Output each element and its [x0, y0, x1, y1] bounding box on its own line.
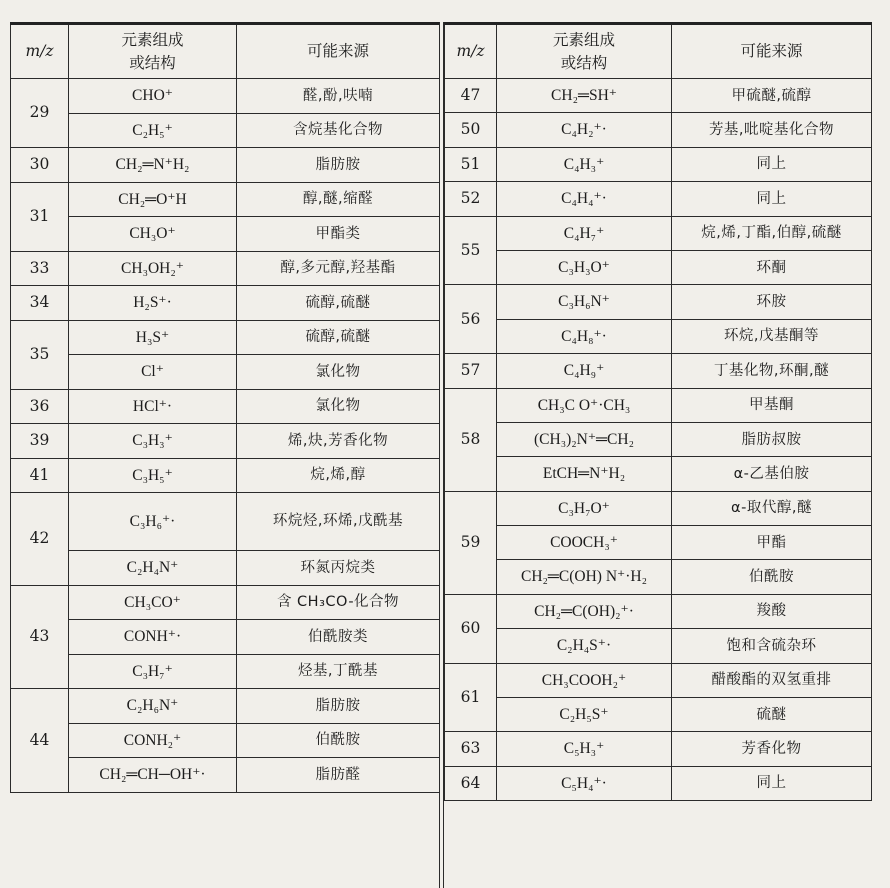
- possible-source: 脂肪胺: [237, 148, 440, 183]
- possible-source: 烃基,丁酰基: [237, 654, 440, 689]
- table-row: [445, 629, 872, 663]
- table-row: [445, 182, 872, 216]
- possible-source: 同上: [672, 766, 872, 800]
- mz-value: 30: [11, 148, 69, 183]
- possible-source: 环氮丙烷类: [237, 551, 440, 586]
- table-row: [11, 286, 440, 321]
- table-row: [11, 551, 440, 586]
- mz-value: 57: [445, 354, 497, 388]
- ion-formula: C₃H₆⁺·: [69, 493, 237, 551]
- possible-source: 醇,多元醇,羟基酯: [237, 251, 440, 286]
- possible-source: 醋酸酯的双氢重排: [672, 663, 872, 697]
- ion-formula: CH₂═CH─OH⁺·: [69, 758, 237, 793]
- table-row: [11, 585, 440, 620]
- ion-formula: CH₂═N⁺H₂: [69, 148, 237, 183]
- ion-formula: C₃H₇⁺: [69, 654, 237, 689]
- ion-formula: H₂S⁺·: [69, 286, 237, 321]
- table-row: [11, 758, 440, 793]
- ion-formula: COOCH₃⁺: [497, 526, 672, 560]
- possible-source: 含 CH₃CO-化合物: [237, 585, 440, 620]
- mz-value: 33: [11, 251, 69, 286]
- table-row: [11, 320, 440, 355]
- mz-value: 35: [11, 320, 69, 389]
- mz-value: 34: [11, 286, 69, 321]
- possible-source: 脂肪叔胺: [672, 422, 872, 456]
- left-ion-table: [10, 22, 440, 793]
- table-row: [445, 113, 872, 147]
- ion-formula: C₂H₆N⁺: [69, 689, 237, 724]
- ion-formula: C₄H₃⁺: [497, 147, 672, 181]
- possible-source: 饱和含硫杂环: [672, 629, 872, 663]
- table-row: [445, 766, 872, 800]
- mz-value: 42: [11, 493, 69, 586]
- ion-formula: CH₃C O⁺·CH₃: [497, 388, 672, 422]
- possible-source: 环酮: [672, 250, 872, 284]
- table-row: [11, 355, 440, 390]
- mz-header: m/z: [445, 24, 497, 79]
- ion-formula: C₄H₉⁺: [497, 354, 672, 388]
- ion-formula: C₂H₄S⁺·: [497, 629, 672, 663]
- ion-formula: CH₃O⁺: [69, 217, 237, 252]
- ion-formula: CONH⁺·: [69, 620, 237, 655]
- ion-formula: (CH₃)₂N⁺═CH₂: [497, 422, 672, 456]
- mz-value: 61: [445, 663, 497, 732]
- table-row: [11, 217, 440, 252]
- source-header: 可能来源: [237, 24, 440, 79]
- ion-formula: CH₃COOH₂⁺: [497, 663, 672, 697]
- possible-source: 环烷烃,环烯,戊酰基: [237, 493, 440, 551]
- possible-source: 伯酰胺: [237, 723, 440, 758]
- ion-formula: C₂H₅S⁺: [497, 698, 672, 732]
- mz-value: 43: [11, 585, 69, 689]
- table-row: [445, 698, 872, 732]
- ion-formula: C₄H₇⁺: [497, 216, 672, 250]
- possible-source: 含烷基化合物: [237, 113, 440, 148]
- mz-value: 36: [11, 389, 69, 424]
- possible-source: 羧酸: [672, 594, 872, 628]
- possible-source: 醇,醚,缩醛: [237, 182, 440, 217]
- table-row: [445, 216, 872, 250]
- possible-source: 芳香化物: [672, 732, 872, 766]
- possible-source: 伯酰胺: [672, 560, 872, 594]
- right-table-panel: [444, 22, 872, 801]
- composition-header-line1: 元素组成: [121, 31, 184, 50]
- possible-source: 氯化物: [237, 355, 440, 390]
- ion-formula: CHO⁺: [69, 79, 237, 114]
- mz-value: 56: [445, 285, 497, 354]
- table-row: [445, 422, 872, 456]
- possible-source: 甲硫醚,硫醇: [672, 79, 872, 113]
- possible-source: 环烷,戊基酮等: [672, 319, 872, 353]
- ion-formula: C₄H₂⁺·: [497, 113, 672, 147]
- table-row: [11, 620, 440, 655]
- mz-value: 51: [445, 147, 497, 181]
- possible-source: 醛,酚,呋喃: [237, 79, 440, 114]
- composition-header-line2: 或结构: [560, 53, 608, 72]
- left-table-panel: [10, 22, 440, 793]
- table-row: [445, 491, 872, 525]
- possible-source: 环胺: [672, 285, 872, 319]
- mz-value: 39: [11, 424, 69, 459]
- mz-value: 64: [445, 766, 497, 800]
- ion-formula: EtCH═N⁺H₂: [497, 457, 672, 491]
- mz-value: 41: [11, 458, 69, 493]
- possible-source: 硫醇,硫醚: [237, 286, 440, 321]
- table-row: [11, 689, 440, 724]
- possible-source: 脂肪醛: [237, 758, 440, 793]
- table-row: [11, 148, 440, 183]
- table-row: [11, 493, 440, 551]
- table-row: [11, 251, 440, 286]
- mz-value: 59: [445, 491, 497, 594]
- possible-source: 丁基化物,环酮,醚: [672, 354, 872, 388]
- table-row: [445, 560, 872, 594]
- mz-value: 50: [445, 113, 497, 147]
- table-row: [445, 319, 872, 353]
- table-row: [445, 594, 872, 628]
- table-row: [445, 663, 872, 697]
- composition-header: [69, 24, 237, 79]
- possible-source: 硫醇,硫醚: [237, 320, 440, 355]
- ion-formula: CONH₂⁺: [69, 723, 237, 758]
- ion-formula: C₂H₄N⁺: [69, 551, 237, 586]
- possible-source: 甲酯类: [237, 217, 440, 252]
- table-row: [11, 79, 440, 114]
- possible-source: 脂肪胺: [237, 689, 440, 724]
- table-row: [11, 458, 440, 493]
- ion-formula: C₅H₃⁺: [497, 732, 672, 766]
- ion-formula: CH₂═SH⁺: [497, 79, 672, 113]
- table-row: [11, 113, 440, 148]
- ion-formula: C₅H₄⁺·: [497, 766, 672, 800]
- ion-formula: CH₂═C(OH)₂⁺·: [497, 594, 672, 628]
- possible-source: 烷,烯,醇: [237, 458, 440, 493]
- ion-formula: CH₂═O⁺H: [69, 182, 237, 217]
- possible-source: α-取代醇,醚: [672, 491, 872, 525]
- mz-value: 52: [445, 182, 497, 216]
- table-row: [445, 250, 872, 284]
- possible-source: 伯酰胺类: [237, 620, 440, 655]
- table-row: [445, 457, 872, 491]
- table-row: [445, 285, 872, 319]
- right-ion-table: [444, 22, 872, 801]
- mz-value: 31: [11, 182, 69, 251]
- mz-value: 63: [445, 732, 497, 766]
- ion-formula: HCl⁺·: [69, 389, 237, 424]
- table-row: [445, 354, 872, 388]
- ion-formula: CH₃OH₂⁺: [69, 251, 237, 286]
- possible-source: 烷,烯,丁酯,伯醇,硫醚: [672, 216, 872, 250]
- source-header: 可能来源: [672, 24, 872, 79]
- mz-value: 44: [11, 689, 69, 793]
- ion-formula: C₃H₃O⁺: [497, 250, 672, 284]
- table-row: [445, 79, 872, 113]
- table-row: [11, 389, 440, 424]
- ion-formula: C₃H₆N⁺: [497, 285, 672, 319]
- mz-value: 60: [445, 594, 497, 663]
- composition-header-line1: 元素组成: [552, 31, 615, 50]
- ion-formula: Cl⁺: [69, 355, 237, 390]
- ion-formula: C₃H₇O⁺: [497, 491, 672, 525]
- table-row: [445, 388, 872, 422]
- mz-value: 29: [11, 79, 69, 148]
- composition-header-line2: 或结构: [129, 53, 176, 72]
- table-row: [11, 182, 440, 217]
- composition-header: [497, 24, 672, 79]
- table-row: [11, 424, 440, 459]
- table-row: [445, 732, 872, 766]
- ion-formula: C₂H₅⁺: [69, 113, 237, 148]
- ion-formula: C₄H₄⁺·: [497, 182, 672, 216]
- ion-formula: H₃S⁺: [69, 320, 237, 355]
- possible-source: α-乙基伯胺: [672, 457, 872, 491]
- ion-formula: C₃H₅⁺: [69, 458, 237, 493]
- ion-formula: CH₃CO⁺: [69, 585, 237, 620]
- possible-source: 硫醚: [672, 698, 872, 732]
- mz-value: 58: [445, 388, 497, 491]
- ion-formula: CH₂═C(OH) N⁺·H₂: [497, 560, 672, 594]
- ion-formula: C₄H₈⁺·: [497, 319, 672, 353]
- mz-header: m/z: [11, 24, 69, 79]
- table-row: [11, 723, 440, 758]
- mz-value: 47: [445, 79, 497, 113]
- possible-source: 同上: [672, 147, 872, 181]
- mz-value: 55: [445, 216, 497, 285]
- table-row: [445, 526, 872, 560]
- table-row: [445, 147, 872, 181]
- possible-source: 芳基,吡啶基化合物: [672, 113, 872, 147]
- possible-source: 同上: [672, 182, 872, 216]
- possible-source: 烯,炔,芳香化物: [237, 424, 440, 459]
- possible-source: 氯化物: [237, 389, 440, 424]
- ion-formula: C₃H₃⁺: [69, 424, 237, 459]
- possible-source: 甲酯: [672, 526, 872, 560]
- possible-source: 甲基酮: [672, 388, 872, 422]
- table-row: [11, 654, 440, 689]
